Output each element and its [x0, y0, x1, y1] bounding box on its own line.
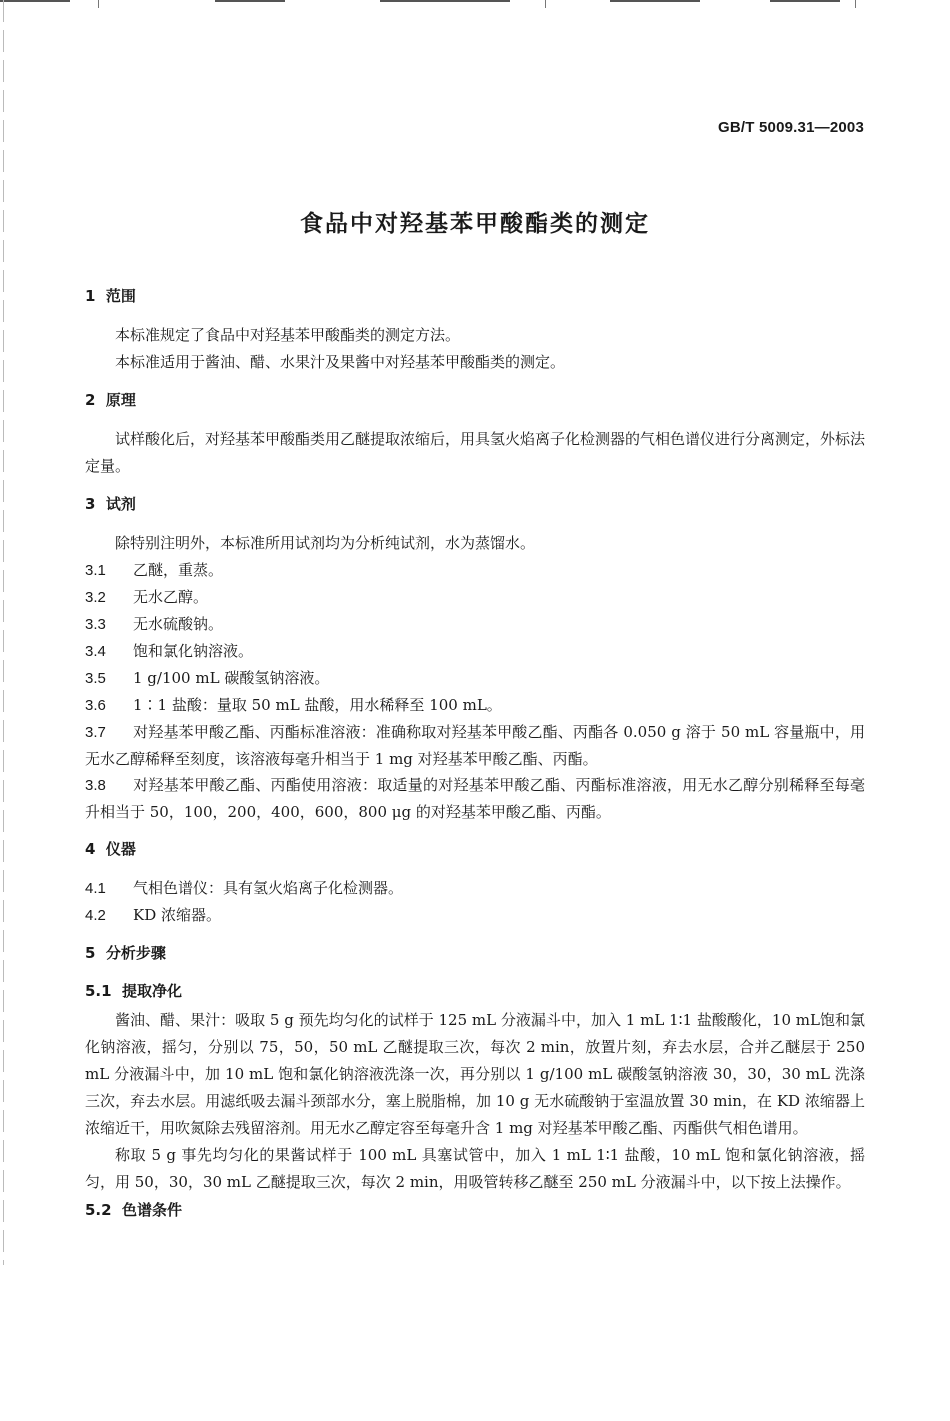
reagent-item	[85, 584, 865, 611]
subsection-heading-chromatography: 5.2 色谱条件	[85, 1201, 183, 1218]
cut-off-subsection	[85, 1198, 865, 1218]
reagent-item	[85, 772, 865, 825]
reagent-item	[85, 611, 865, 638]
section-heading-apparatus: 4 仪器	[85, 840, 136, 858]
reagent-item-text: 乙醚，重蒸。	[133, 561, 224, 579]
reagent-item-text: 1 g/100 mL 碳酸氢钠溶液。	[133, 669, 330, 687]
reagents-intro: 除特别注明外，本标准所用试剂均为分析纯试剂，水为蒸馏水。	[115, 534, 536, 552]
reagent-item	[85, 557, 865, 584]
reagent-item-text: 无水硫酸钠。	[133, 615, 224, 633]
apparatus-item-text: 气相色谱仪：具有氢火焰离子化检测器。	[133, 879, 404, 897]
scan-tick-3	[855, 0, 856, 8]
apparatus-item	[85, 875, 865, 902]
scan-border-top-2	[215, 0, 285, 2]
reagent-item	[85, 638, 865, 665]
subsection-heading-extraction: 5.1 提取净化	[85, 982, 183, 1000]
reagent-item-text: 无水乙醇。	[133, 588, 209, 606]
apparatus-item-number: 4.2	[85, 907, 106, 924]
reagent-item-text: 对羟基苯甲酸乙酯、丙酯使用溶液：取适量的对羟基苯甲酸乙酯、丙酯标准溶液，用无水乙醇分别稀释至每毫升相当于 50，100，200，400，600，800 μg 的对羟基苯甲酸乙酯、丙酯。	[85, 776, 865, 821]
reagent-item	[85, 719, 865, 772]
document-body	[85, 284, 865, 1218]
scan-edge-left	[3, 0, 4, 1265]
scan-border-top-3	[380, 0, 510, 2]
reagent-item-number: 3.4	[85, 643, 106, 660]
reagent-item-number: 3.2	[85, 589, 106, 606]
reagent-item-text: 1∶1 盐酸：量取 50 mL 盐酸，用水稀释至 100 mL。	[133, 696, 502, 714]
scan-tick-1	[98, 0, 99, 8]
standard-number: GB/T 5009.31—2003	[718, 119, 864, 136]
reagent-item-number: 3.1	[85, 562, 106, 579]
document-title: 食品中对羟基苯甲酸酯类的测定	[300, 211, 650, 237]
scope-paragraph-2: 本标准适用于酱油、醋、水果汁及果酱中对羟基苯甲酸酯类的测定。	[115, 353, 566, 371]
apparatus-item-number: 4.1	[85, 880, 106, 897]
scan-border-top-1	[0, 0, 70, 2]
reagent-item-text: 对羟基苯甲酸乙酯、丙酯标准溶液：准确称取对羟基苯甲酸乙酯、丙酯各 0.050 g 溶于 50 mL 容量瓶中，用无水乙醇稀释至刻度，该溶液每毫升相当于 1 mg 对羟基苯甲酸乙酯、丙酯。	[85, 723, 865, 768]
reagent-item-number: 3.8	[85, 777, 106, 794]
scan-border-top-5	[770, 0, 840, 2]
scan-tick-2	[545, 0, 546, 8]
reagent-item	[85, 665, 865, 692]
principle-paragraph: 试样酸化后，对羟基苯甲酸酯类用乙醚提取浓缩后，用具氢火焰离子化检测器的气相色谱仪进行分离测定，外标法定量。	[85, 430, 866, 475]
reagent-item	[85, 692, 865, 719]
section-heading-procedure: 5 分析步骤	[85, 944, 166, 962]
scan-border-top-4	[610, 0, 700, 2]
reagent-item-number: 3.5	[85, 670, 106, 687]
section-heading-principle: 2 原理	[85, 391, 136, 409]
reagent-item-number: 3.6	[85, 697, 106, 714]
reagent-item-number: 3.7	[85, 724, 106, 741]
section-heading-reagents: 3 试剂	[85, 495, 136, 513]
extraction-paragraph-1: 酱油、醋、果汁：吸取 5 g 预先均匀化的试样于 125 mL 分液漏斗中，加入 1 mL 1∶1 盐酸酸化，10 mL饱和氯化钠溶液，摇匀，分别以 75，50，50 mL 乙醚提取三次，每次 2 min，放置片刻，弃去水层，合并乙醚层于 250 mL 分液漏斗中，加 10 mL 饱和氯化钠溶液洗涤一次，再分别以 1 g/100 mL 碳酸氢钠溶液 30，30，30 mL 洗涤三次，弃去水层。用滤纸吸去漏斗颈部水分，塞上脱脂棉，加 10 g 无水硫酸钠于室温放置 30 min，在 KD 浓缩器上浓缩近干，用吹氮除去残留溶剂。用无水乙醇定容至每毫升含 1 mg 对羟基苯甲酸乙酯、丙酯供气相色谱用。	[85, 1011, 865, 1137]
reagent-item-number: 3.3	[85, 616, 106, 633]
reagent-item-text: 饱和氯化钠溶液。	[133, 642, 254, 660]
scope-paragraph-1: 本标准规定了食品中对羟基苯甲酸酯类的测定方法。	[115, 326, 461, 344]
extraction-paragraph-2: 称取 5 g 事先均匀化的果酱试样于 100 mL 具塞试管中，加入 1 mL 1∶1 盐酸，10 mL 饱和氯化钠溶液，摇匀，用 50，30，30 mL 乙醚提取三次，每次 2 min，用吸管转移乙醚至 250 mL 分液漏斗中，以下按上法操作。	[85, 1146, 865, 1191]
apparatus-item-text: KD 浓缩器。	[133, 906, 222, 924]
apparatus-item	[85, 902, 865, 929]
section-heading-scope: 1 范围	[85, 287, 136, 305]
